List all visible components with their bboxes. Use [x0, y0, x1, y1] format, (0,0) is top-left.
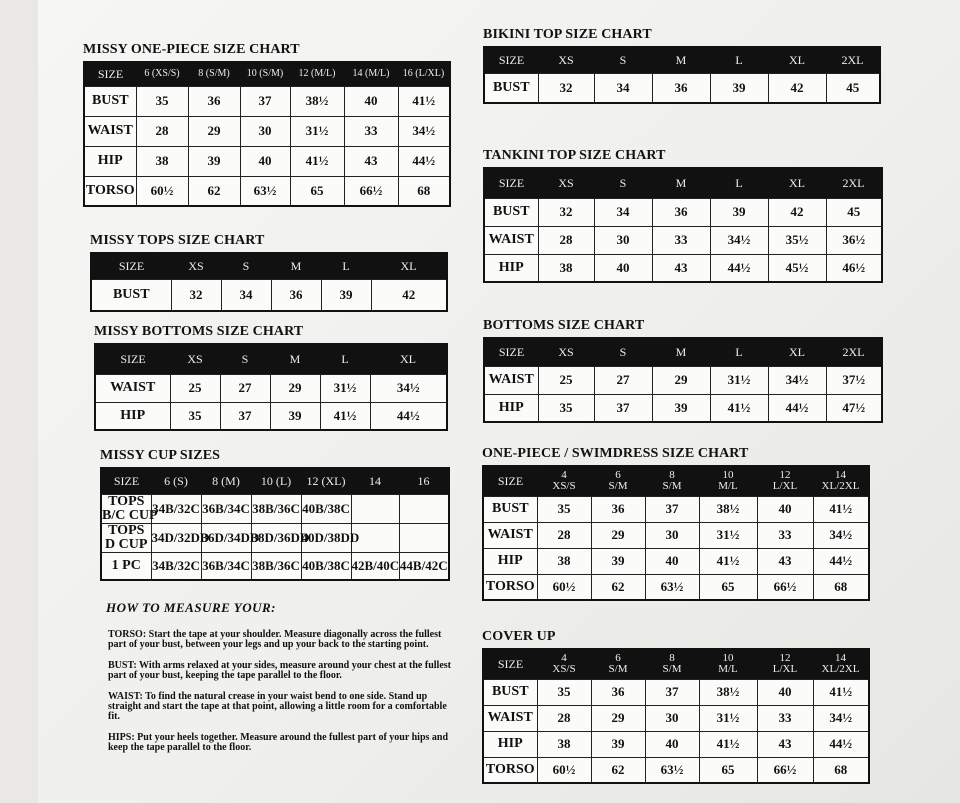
size-column-header: 6 (S) — [151, 468, 201, 494]
section-title: COVER UP — [482, 629, 556, 644]
table-cell: 30 — [645, 522, 699, 548]
table-cell: 68 — [398, 176, 450, 206]
table-cell: 32 — [538, 198, 594, 226]
table-cell: 37 — [645, 496, 699, 522]
table-row — [84, 146, 450, 176]
size-column-header: L — [320, 344, 370, 374]
size-column-header: 12 (XL) — [301, 468, 351, 494]
size-column-header: 16 — [399, 468, 449, 494]
table-cell: 40 — [344, 86, 398, 116]
table-cell: 31½ — [699, 522, 757, 548]
table-cell: 68 — [813, 574, 869, 600]
size-column-header: XL — [768, 47, 826, 73]
row-label: BUST — [484, 73, 538, 103]
size-header: SIZE — [84, 62, 136, 86]
table-cell: 36 — [591, 679, 645, 705]
size-column-header: M — [271, 253, 321, 279]
table-row — [484, 198, 882, 226]
table-cell: 35 — [136, 86, 188, 116]
table-row — [484, 366, 882, 394]
size-column-header: 12 L/XL — [757, 649, 813, 679]
table-cell: 38B/36C — [251, 552, 301, 580]
table-cell: 36½ — [826, 226, 882, 254]
size-column-header: L — [710, 168, 768, 198]
table-cell: 35½ — [768, 226, 826, 254]
row-label: BUST — [483, 496, 537, 522]
size-column-header: XL — [768, 338, 826, 366]
table-cell: 42 — [768, 73, 826, 103]
size-column-header: 12 (M/L) — [290, 62, 344, 86]
table-cell: 38½ — [290, 86, 344, 116]
table-row — [483, 731, 869, 757]
table-row — [483, 679, 869, 705]
table-cell: 40 — [645, 548, 699, 574]
table-cell: 32 — [538, 73, 594, 103]
table-cell: 60½ — [537, 757, 591, 783]
size-column-header: M — [652, 168, 710, 198]
size-header: SIZE — [484, 338, 538, 366]
table-cell: 44½ — [370, 402, 447, 430]
table-cell: 34½ — [813, 522, 869, 548]
table-cell: 40 — [645, 731, 699, 757]
size-table — [100, 467, 450, 581]
table-cell: 45½ — [768, 254, 826, 282]
table-row — [484, 394, 882, 422]
table-cell: 45 — [826, 73, 880, 103]
size-table — [482, 648, 870, 784]
section-title: MISSY BOTTOMS SIZE CHART — [94, 324, 304, 339]
table-row — [483, 522, 869, 548]
table-cell: 41½ — [813, 496, 869, 522]
table-cell: 34½ — [710, 226, 768, 254]
table-row — [483, 548, 869, 574]
table-cell: 31½ — [710, 366, 768, 394]
table-cell: 37 — [240, 86, 290, 116]
table-cell: 28 — [136, 116, 188, 146]
header-row — [101, 468, 449, 494]
table-row — [91, 279, 447, 311]
missy-tops-section — [90, 233, 448, 312]
row-label: WAIST — [483, 705, 537, 731]
size-header: SIZE — [95, 344, 170, 374]
table-cell: 38B/36C — [251, 494, 301, 523]
table-cell: 34 — [594, 73, 652, 103]
size-column-header: XL — [371, 253, 447, 279]
row-label: HIP — [483, 731, 537, 757]
table-cell: 62 — [188, 176, 240, 206]
table-cell: 38½ — [699, 679, 757, 705]
how-to-measure-heading: HOW TO MEASURE YOUR: — [106, 600, 277, 615]
size-table — [483, 46, 881, 104]
row-label: WAIST — [95, 374, 170, 402]
size-column-header: 6 S/M — [591, 466, 645, 496]
size-table — [83, 61, 451, 207]
size-column-header: XL — [768, 168, 826, 198]
table-row — [483, 705, 869, 731]
table-cell: 39 — [591, 548, 645, 574]
table-cell: 38D/36DD — [251, 523, 301, 552]
table-cell: 28 — [538, 226, 594, 254]
table-cell: 41½ — [813, 679, 869, 705]
size-header: SIZE — [483, 649, 537, 679]
row-label: BUST — [483, 679, 537, 705]
size-column-header: S — [594, 338, 652, 366]
table-cell: 39 — [710, 73, 768, 103]
table-cell: 31½ — [320, 374, 370, 402]
table-cell: 31½ — [290, 116, 344, 146]
size-column-header: 8 (S/M) — [188, 62, 240, 86]
bottoms-section — [483, 318, 883, 423]
table-cell: 36 — [271, 279, 321, 311]
table-cell: 29 — [188, 116, 240, 146]
section-title: BIKINI TOP SIZE CHART — [483, 27, 652, 42]
section-title: MISSY ONE-PIECE SIZE CHART — [83, 42, 300, 57]
size-table — [483, 167, 883, 283]
size-column-header: 8 S/M — [645, 466, 699, 496]
section-title: BOTTOMS SIZE CHART — [483, 318, 645, 333]
table-cell: 36B/34C — [201, 494, 251, 523]
size-header: SIZE — [484, 47, 538, 73]
table-cell: 44B/42C — [399, 552, 449, 580]
table-cell: 66½ — [757, 574, 813, 600]
size-table — [90, 252, 448, 312]
table-cell: 34½ — [370, 374, 447, 402]
row-label: WAIST — [483, 522, 537, 548]
header-row — [483, 649, 869, 679]
header-row — [84, 62, 450, 86]
row-label: TORSO — [483, 574, 537, 600]
section-title: TANKINI TOP SIZE CHART — [483, 148, 666, 163]
table-cell: 43 — [757, 731, 813, 757]
table-cell — [399, 494, 449, 523]
table-cell: 37½ — [826, 366, 882, 394]
table-cell: 38 — [136, 146, 188, 176]
table-cell: 40 — [757, 496, 813, 522]
table-cell: 39 — [710, 198, 768, 226]
table-cell: 35 — [537, 496, 591, 522]
table-cell: 40 — [757, 679, 813, 705]
table-cell: 35 — [538, 394, 594, 422]
header-row — [484, 168, 882, 198]
table-cell: 42B/40C — [351, 552, 399, 580]
table-cell: 38½ — [699, 496, 757, 522]
table-cell: 65 — [699, 757, 757, 783]
table-row — [101, 523, 449, 552]
size-column-header: 2XL — [826, 168, 882, 198]
table-cell: 66½ — [757, 757, 813, 783]
size-column-header: 14 XL/2XL — [813, 649, 869, 679]
table-cell: 34½ — [768, 366, 826, 394]
table-cell: 42 — [768, 198, 826, 226]
size-column-header: 12 L/XL — [757, 466, 813, 496]
size-column-header: 4 XS/S — [537, 649, 591, 679]
table-row — [484, 254, 882, 282]
row-label: BUST — [484, 198, 538, 226]
section-title: MISSY TOPS SIZE CHART — [90, 233, 265, 248]
table-cell: 34B/32C — [151, 552, 201, 580]
table-cell: 36 — [591, 496, 645, 522]
table-cell: 36 — [652, 73, 710, 103]
size-column-header: 10 M/L — [699, 466, 757, 496]
row-label: HIP — [484, 394, 538, 422]
row-label: BUST — [91, 279, 171, 311]
table-cell: 41½ — [699, 548, 757, 574]
table-cell: 43 — [757, 548, 813, 574]
table-cell: 36B/34C — [201, 552, 251, 580]
size-column-header: XS — [538, 168, 594, 198]
table-cell: 39 — [591, 731, 645, 757]
table-cell: 66½ — [344, 176, 398, 206]
section-title: ONE-PIECE / SWIMDRESS SIZE CHART — [482, 446, 749, 461]
row-label: TORSO — [483, 757, 537, 783]
size-column-header: 8 S/M — [645, 649, 699, 679]
size-column-header: 2XL — [826, 47, 880, 73]
table-row — [483, 757, 869, 783]
table-cell: 36D/34DD — [201, 523, 251, 552]
table-cell: 60½ — [136, 176, 188, 206]
table-cell: 27 — [220, 374, 270, 402]
table-cell: 41½ — [290, 146, 344, 176]
table-cell: 41½ — [699, 731, 757, 757]
table-cell: 34½ — [813, 705, 869, 731]
size-column-header: M — [652, 338, 710, 366]
size-column-header: 6 (XS/S) — [136, 62, 188, 86]
header-row — [484, 47, 880, 73]
size-table — [483, 337, 883, 423]
table-cell: 34D/32DD — [151, 523, 201, 552]
header-row — [91, 253, 447, 279]
table-cell: 46½ — [826, 254, 882, 282]
table-cell: 33 — [757, 522, 813, 548]
table-cell: 44½ — [710, 254, 768, 282]
size-header: SIZE — [91, 253, 171, 279]
table-cell: 43 — [652, 254, 710, 282]
table-row — [84, 86, 450, 116]
table-cell: 37 — [220, 402, 270, 430]
table-row — [95, 374, 447, 402]
size-column-header: 10 (L) — [251, 468, 301, 494]
table-cell: 36 — [652, 198, 710, 226]
table-cell: 40D/38DD — [301, 523, 351, 552]
row-label: WAIST — [84, 116, 136, 146]
size-column-header: 14 — [351, 468, 399, 494]
header-row — [484, 338, 882, 366]
table-row — [484, 73, 880, 103]
size-table — [94, 343, 448, 431]
tankini-top-section — [483, 148, 883, 283]
row-label: 1 PC — [101, 552, 151, 580]
table-cell: 44½ — [813, 731, 869, 757]
table-cell: 29 — [270, 374, 320, 402]
measure-bust: BUST: With arms relaxed at your sides, measure around your chest at the fullest part of your bust, keeping the tape parallel to the floor. — [108, 660, 451, 681]
size-header: SIZE — [101, 468, 151, 494]
table-row — [84, 116, 450, 146]
table-cell: 68 — [813, 757, 869, 783]
table-cell: 33 — [344, 116, 398, 146]
size-header: SIZE — [484, 168, 538, 198]
table-cell: 29 — [591, 705, 645, 731]
table-cell: 40 — [240, 146, 290, 176]
table-cell: 39 — [652, 394, 710, 422]
table-cell: 30 — [645, 705, 699, 731]
table-cell: 29 — [591, 522, 645, 548]
row-label: TOPS B/C CUP — [102, 493, 158, 523]
size-column-header: 6 S/M — [591, 649, 645, 679]
table-cell: 38 — [537, 548, 591, 574]
table-cell: 34½ — [398, 116, 450, 146]
table-cell: 35 — [170, 402, 220, 430]
missy-one-piece-section — [83, 42, 451, 207]
table-cell: 39 — [188, 146, 240, 176]
size-table — [482, 465, 870, 601]
size-column-header: 4 XS/S — [537, 466, 591, 496]
measure-waist: WAIST: To find the natural crease in your waist bend to one side. Stand up straight and start the tape at that point, allowing a little room for a comfortable fit. — [108, 691, 447, 722]
table-cell: 37 — [645, 679, 699, 705]
size-column-header: S — [220, 344, 270, 374]
table-cell: 28 — [537, 705, 591, 731]
table-row — [84, 176, 450, 206]
table-row — [101, 552, 449, 580]
table-cell: 34B/32C — [151, 494, 201, 523]
row-label: HIP — [484, 254, 538, 282]
table-cell: 44½ — [768, 394, 826, 422]
table-cell: 39 — [321, 279, 371, 311]
table-cell: 27 — [594, 366, 652, 394]
table-cell: 38 — [538, 254, 594, 282]
table-cell: 34 — [221, 279, 271, 311]
size-column-header: L — [710, 338, 768, 366]
size-column-header: XS — [538, 47, 594, 73]
row-label: BUST — [84, 86, 136, 116]
table-cell: 31½ — [699, 705, 757, 731]
table-cell: 60½ — [537, 574, 591, 600]
size-column-header: M — [652, 47, 710, 73]
table-cell: 40B/38C — [301, 552, 351, 580]
bikini-top-section — [483, 27, 881, 104]
table-cell: 28 — [537, 522, 591, 548]
table-cell: 63½ — [645, 757, 699, 783]
table-cell: 62 — [591, 574, 645, 600]
table-cell: 40 — [594, 254, 652, 282]
table-cell: 41½ — [320, 402, 370, 430]
table-cell: 35 — [537, 679, 591, 705]
table-cell: 33 — [757, 705, 813, 731]
row-label: HIP — [95, 402, 170, 430]
table-cell: 47½ — [826, 394, 882, 422]
how-to-measure — [106, 600, 451, 764]
table-cell: 25 — [538, 366, 594, 394]
table-cell: 41½ — [398, 86, 450, 116]
size-column-header: 2XL — [826, 338, 882, 366]
header-row — [95, 344, 447, 374]
table-cell: 39 — [270, 402, 320, 430]
table-cell: 30 — [240, 116, 290, 146]
table-cell: 41½ — [710, 394, 768, 422]
one-piece-swimdress-section — [482, 446, 870, 601]
missy-cup-section — [100, 448, 450, 581]
size-column-header: 10 (S/M) — [240, 62, 290, 86]
row-label: TORSO — [84, 176, 136, 206]
table-cell: 44½ — [813, 548, 869, 574]
size-column-header: L — [321, 253, 371, 279]
table-cell: 44½ — [398, 146, 450, 176]
table-cell: 45 — [826, 198, 882, 226]
size-column-header: S — [594, 168, 652, 198]
size-column-header: 14 XL/2XL — [813, 466, 869, 496]
table-row — [95, 402, 447, 430]
row-label: HIP — [483, 548, 537, 574]
header-row — [483, 466, 869, 496]
row-label: HIP — [84, 146, 136, 176]
table-cell: 63½ — [645, 574, 699, 600]
table-cell: 63½ — [240, 176, 290, 206]
table-row — [484, 226, 882, 254]
size-column-header: XS — [538, 338, 594, 366]
table-cell: 25 — [170, 374, 220, 402]
size-column-header: S — [221, 253, 271, 279]
table-row — [101, 494, 449, 523]
table-cell: 38 — [537, 731, 591, 757]
table-row — [483, 496, 869, 522]
table-cell: 37 — [594, 394, 652, 422]
table-cell: 32 — [171, 279, 221, 311]
table-cell: 40B/38C — [301, 494, 351, 523]
table-cell — [399, 523, 449, 552]
size-column-header: XS — [170, 344, 220, 374]
size-column-header: 8 (M) — [201, 468, 251, 494]
table-cell: 65 — [699, 574, 757, 600]
table-cell: 34 — [594, 198, 652, 226]
table-cell: 36 — [188, 86, 240, 116]
measure-torso: TORSO: Start the tape at your shoulder. Measure diagonally across the fullest part of your bust, between your legs and up your back to the starting point. — [108, 629, 442, 650]
size-column-header: XS — [171, 253, 221, 279]
size-column-header: L — [710, 47, 768, 73]
size-column-header: M — [270, 344, 320, 374]
table-cell: 29 — [652, 366, 710, 394]
missy-bottoms-section — [94, 324, 448, 431]
table-cell: 62 — [591, 757, 645, 783]
table-row — [483, 574, 869, 600]
table-cell: 42 — [371, 279, 447, 311]
row-label: TOPS D CUP — [101, 523, 151, 552]
table-cell: 43 — [344, 146, 398, 176]
cover-up-section — [482, 629, 870, 784]
table-cell — [351, 494, 399, 523]
size-column-header: S — [594, 47, 652, 73]
size-header: SIZE — [483, 466, 537, 496]
table-cell: 65 — [290, 176, 344, 206]
size-column-header: 14 (M/L) — [344, 62, 398, 86]
row-label: WAIST — [484, 226, 538, 254]
size-column-header: 10 M/L — [699, 649, 757, 679]
size-column-header: 16 (L/XL) — [398, 62, 450, 86]
size-column-header: XL — [370, 344, 447, 374]
row-label: WAIST — [484, 366, 538, 394]
measure-hips: HIPS: Put your heels together. Measure around the fullest part of your hips and keep the tape parallel to the floor. — [108, 732, 449, 753]
section-title: MISSY CUP SIZES — [100, 448, 221, 463]
table-cell: 30 — [594, 226, 652, 254]
table-cell: 33 — [652, 226, 710, 254]
